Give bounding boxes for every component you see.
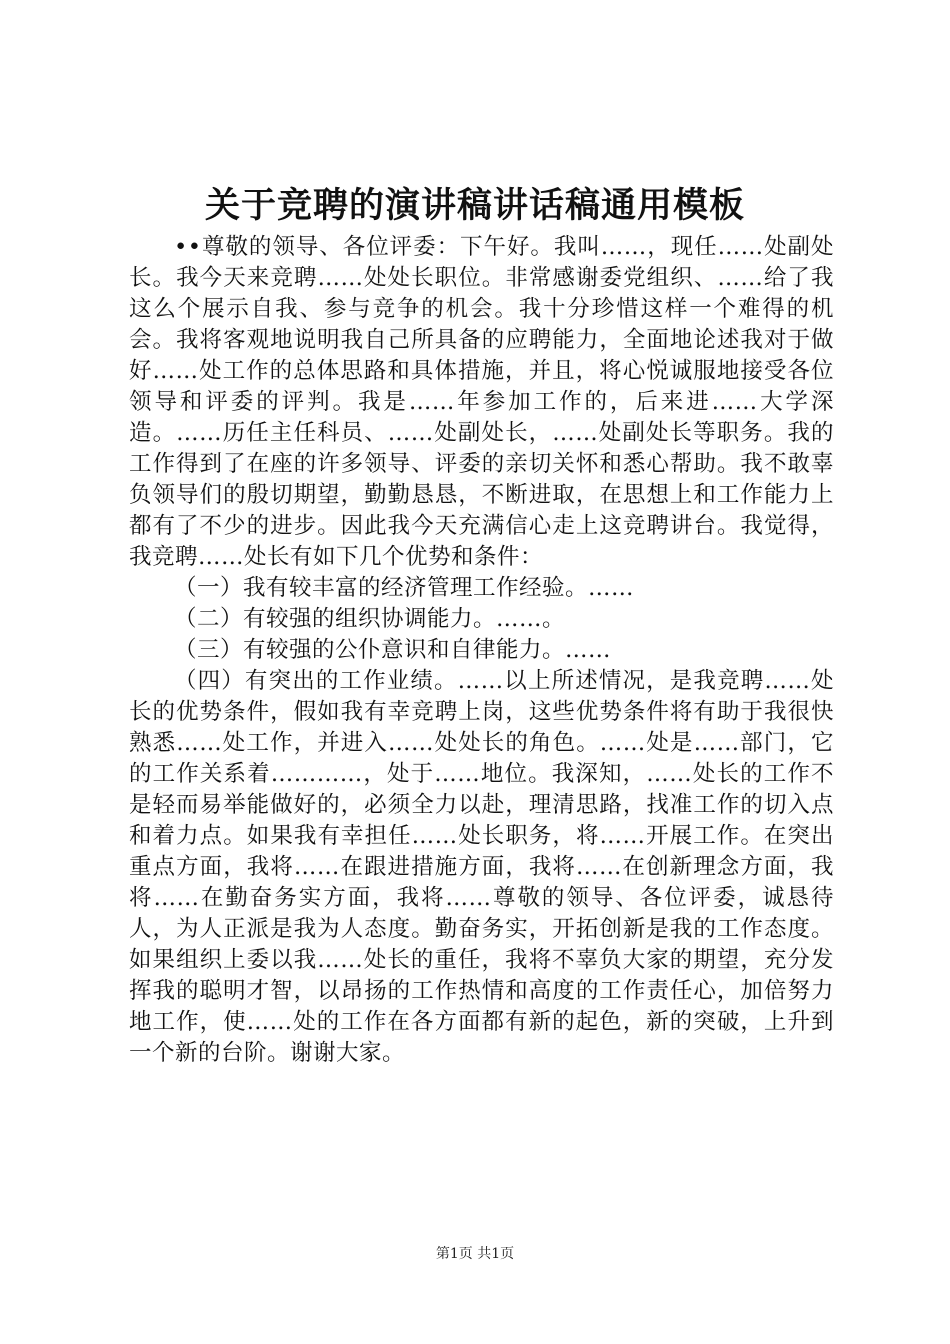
paragraph-item-1: （一）我有较丰富的经济管理工作经验。…… (174, 575, 635, 601)
document-body (129, 232, 834, 1069)
paragraph-intro: ••尊敬的领导、各位评委：下午好。我叫……，现任……处副处长。我今天来竞聘……处处长职位。非常感谢委党组织、……给了我这么个展示自我、参与竞争的机会。我十分珍惜这样一个难得的机会。我将客观地说明我自己所具备的应聘能力，全面地论述我对于做好……处工作的总体思路和具体措施，并且，将心悦诚服地接受各位领导和评委的评判。我是……年参加工作的，后来进……大学深造。……历任主任科员、……处副处长，……处副处长等职务。我的工作得到了在座的许多领导、评委的亲切关怀和悉心帮助。我不敢辜负领导们的殷切期望，勤勤恳恳，不断进取，在思想上和工作能力上都有了不少的进步。因此我今天充满信心走上这竞聘讲台。我觉得，我竞聘……处长有如下几个优势和条件： (129, 234, 834, 570)
document-title: 关于竞聘的演讲稿讲话稿通用模板 (204, 186, 745, 226)
paragraph-item-3: （三）有较强的公仆意识和自律能力。…… (174, 637, 612, 663)
page-footer: 第1页 共1页 (435, 1246, 515, 1262)
paragraph-item-4: （四）有突出的工作业绩。……以上所述情况，是我竞聘……处长的优势条件，假如我有幸竞聘上岗，这些优势条件将有助于我很快熟悉……处工作，并进入……处处长的角色。……处是……部门，它的工作关系着…………，处于……地位。我深知，……处长的工作不是轻而易举能做好的，必须全力以赴，理清思路，找准工作的切入点和着力点。如果我有幸担任……处长职务，将……开展工作。在突出重点方面，我将……在跟进措施方面，我将……在创新理念方面，我将……在勤奋务实方面，我将……尊敬的领导、各位评委，诚恳待人，为人正派是我为人态度。勤奋务实，开拓创新是我的工作态度。如果组织上委以我……处长的重任，我将不辜负大家的期望，充分发挥我的聪明才智，以昂扬的工作热情和高度的工作责任心，加倍努力地工作，使……处的工作在各方面都有新的起色，新的突破，上升到一个新的台阶。谢谢大家。 (129, 668, 834, 1066)
paragraph-item-2: （二）有较强的组织协调能力。……。 (174, 606, 566, 632)
